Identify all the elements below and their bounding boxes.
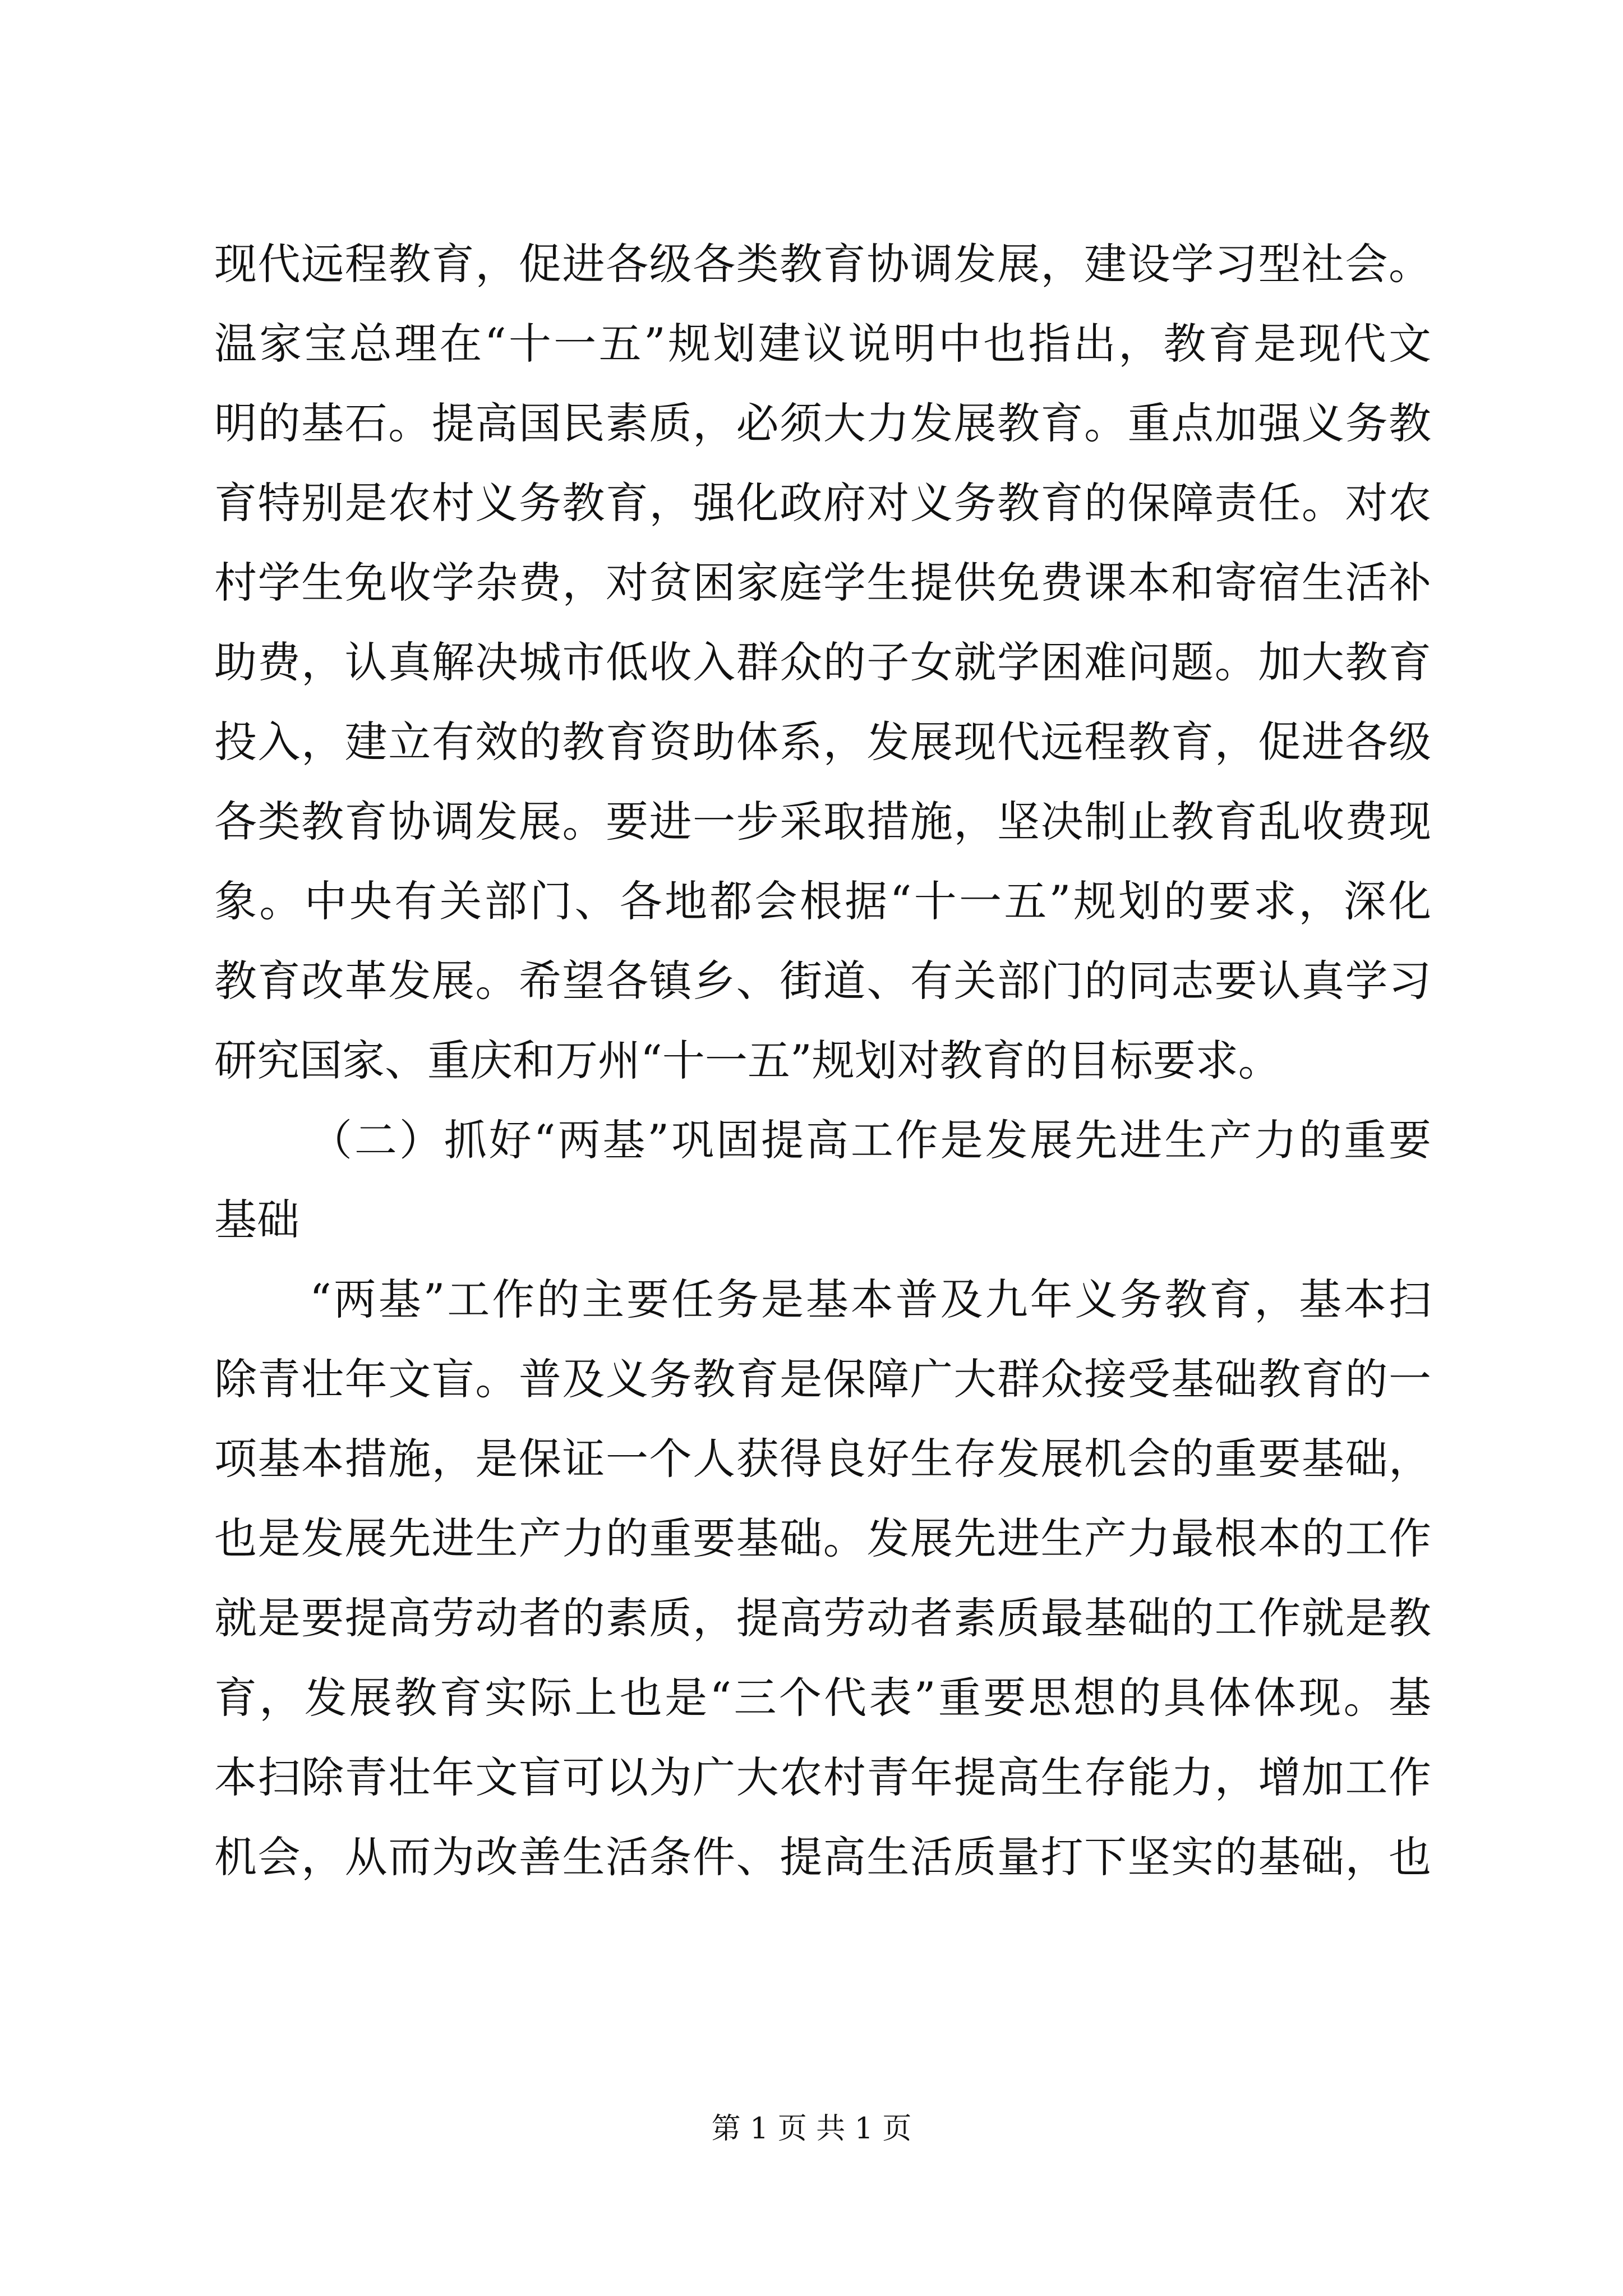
text-line: 象。中央有关部门、各地都会根据“十一五”规划的要求，深化: [214, 876, 1431, 926]
section-heading: （二）抓好“两基”巩固提高工作是发展先进生产力的重要: [310, 1115, 1431, 1165]
text-line: 除青壮年文盲。普及义务教育是保障广大群众接受基础教育的一: [214, 1354, 1431, 1404]
text-line: 育，发展教育实际上也是“三个代表”重要思想的具体体现。基: [214, 1673, 1431, 1723]
text-line: 各类教育协调发展。要进一步采取措施，坚决制止教育乱收费现: [214, 797, 1431, 846]
text-line: 温家宝总理在“十一五”规划建议说明中也指出，教育是现代文: [214, 319, 1431, 369]
text-line: 明的基石。提高国民素质，必须大力发展教育。重点加强义务教: [214, 398, 1431, 448]
text-line: 教育改革发展。希望各镇乡、街道、有关部门的同志要认真学习: [214, 956, 1431, 1006]
section-heading-continued: 基础: [214, 1195, 299, 1245]
text-line: 现代远程教育，促进各级各类教育协调发展，建设学习型社会。: [214, 239, 1431, 289]
text-line: 就是要提高劳动者的素质，提高劳动者素质最基础的工作就是教: [214, 1593, 1431, 1643]
text-line: 村学生免收学杂费，对贫困家庭学生提供免费课本和寄宿生活补: [214, 558, 1431, 608]
page-number-footer: 第 1 页 共 1 页: [711, 2112, 912, 2146]
text-line: 助费，认真解决城市低收入群众的子女就学困难问题。加大教育: [214, 637, 1431, 687]
text-line: 项基本措施，是保证一个人获得良好生存发展机会的重要基础，: [214, 1434, 1431, 1484]
text-line: 本扫除青壮年文盲可以为广大农村青年提高生存能力，增加工作: [214, 1752, 1431, 1802]
text-line: 也是发展先进生产力的重要基础。发展先进生产力最根本的工作: [214, 1513, 1431, 1563]
text-line: 育特别是农村义务教育，强化政府对义务教育的保障责任。对农: [214, 478, 1431, 528]
document-body: [214, 224, 1431, 1897]
text-line: “两基”工作的主要任务是基本普及九年义务教育，基本扫: [310, 1274, 1431, 1324]
text-line: 机会，从而为改善生活条件、提高生活质量打下坚实的基础，也: [214, 1832, 1431, 1882]
text-line: 研究国家、重庆和万州“十一五”规划对教育的目标要求。: [214, 1036, 1281, 1085]
text-line: 投入，建立有效的教育资助体系，发展现代远程教育，促进各级: [214, 717, 1431, 767]
